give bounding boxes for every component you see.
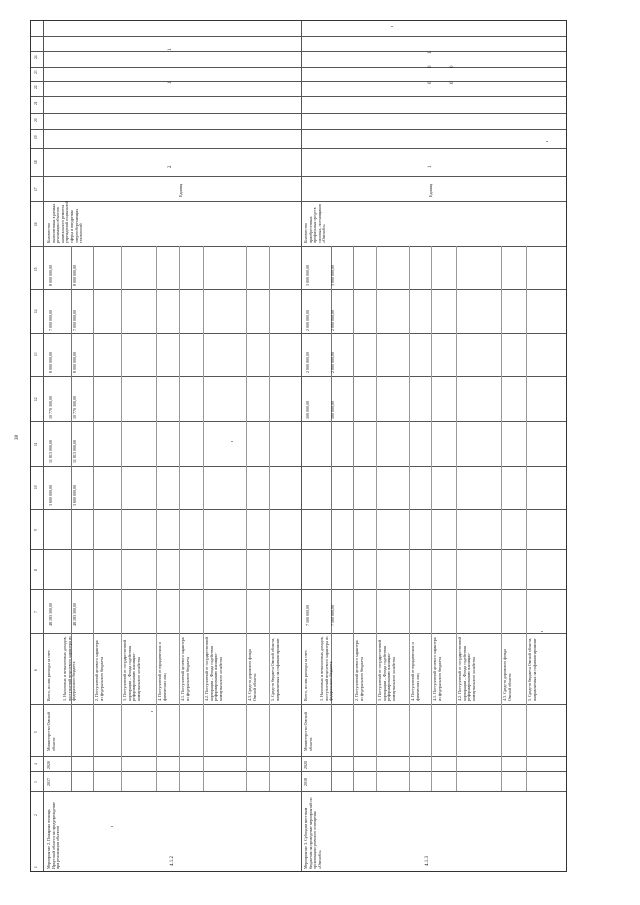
value-d: 0 — [450, 81, 455, 84]
source-item: 3. Поступлений от государственной корпорации – Фонда содействия реформированию жилищно-коммунального хозяйства — [122, 640, 141, 701]
col-num: 18 — [34, 160, 38, 164]
col-num: 8 — [34, 569, 38, 571]
value-c: 1 — [428, 51, 433, 54]
source-item: 4.3. Средств дорожного фонда Омской области — [502, 649, 512, 701]
page-number: 38 — [15, 435, 20, 440]
row-year-start: 2018 — [303, 778, 308, 786]
col-num: 14 — [34, 309, 38, 313]
header-strip-line — [43, 21, 44, 871]
y2020-sub-value: 2 000 000,00 — [330, 352, 335, 373]
y2018-value: 11 813 000,00 — [48, 440, 53, 463]
col-num: 21 — [34, 101, 38, 105]
col-num: 11 — [34, 442, 38, 446]
value-b: 1 — [168, 48, 173, 51]
indicator-text: Количество приобретенных профильных средств силовых, поставщиков «Омскобл» — [303, 204, 327, 243]
y2019-value: 10 770 300,00 — [48, 396, 53, 419]
y2021-value: 7 000 000,00 — [48, 310, 53, 331]
col-num: 16 — [34, 222, 38, 226]
y2022-sub-value: 3 000 000,00 — [330, 265, 335, 286]
y2020-value: 8 000 000,00 — [48, 352, 53, 373]
col-num: 20 — [34, 118, 38, 122]
source-item: 4.3. Средств дорожного фонда Омской области — [247, 649, 257, 701]
col-num: 2 — [34, 814, 38, 816]
value-total: 2 — [168, 165, 173, 168]
total-sub-value: 48 183 300,00 — [72, 603, 77, 626]
unit-text: Единиц — [178, 183, 183, 197]
indicator-text: Количество выполненных в рамках реализации объектов капитального ремонта учреждений социальной сферы и внедрения энергосберегающих технологий — [46, 201, 84, 243]
col-num: 4 — [34, 763, 38, 765]
y2019-value: 500 000,00 — [305, 401, 310, 419]
y2021-value: 2 000 000,00 — [305, 310, 310, 331]
row-index: 4.1.2 — [170, 856, 175, 866]
total-value: 7 500 000,00 — [305, 605, 310, 626]
source-item: Всего, из них расходы за счет: — [46, 649, 51, 701]
y2022-value: 8 000 000,00 — [48, 265, 53, 286]
col-num: 12 — [34, 397, 38, 401]
y2021-sub-value: 7 000 000,00 — [72, 310, 77, 331]
source-item: 5. Средств бюджета Омской области, направляемых на софинансирование — [270, 637, 280, 701]
source-item: 1. Налоговых и неналоговых доходов, поступлений нецелевого характера из федерального бюджета — [62, 636, 77, 701]
y2018-sub-value: 11 813 000,00 — [72, 440, 77, 463]
unit-text: Единиц — [428, 183, 433, 197]
col-num: 24 — [34, 55, 38, 59]
value-b: 0 — [428, 65, 433, 68]
col-num: 7 — [34, 611, 38, 613]
y2017-sub-value: 3 600 000,00 — [72, 485, 77, 506]
source-item: 4.2. Поступлений от государственной корпорации – Фонда содействия реформированию жилищно-коммунального хозяйства — [457, 637, 476, 701]
y2017-value: 3 600 000,00 — [48, 485, 53, 506]
col-num: 9 — [34, 529, 38, 531]
row-index: 4.1.3 — [425, 856, 430, 866]
y2022-value: 3 000 000,00 — [305, 265, 310, 286]
header-divider — [31, 36, 566, 37]
y2020-sub-value: 8 000 000,00 — [72, 352, 77, 373]
source-item: 2. Поступлений целевого характера из федерального бюджета — [354, 640, 364, 701]
source-item: 4.1. Поступлений целевого характера из федерального бюджета — [180, 637, 190, 701]
y2019-sub-value: 500 000,00 — [330, 401, 335, 419]
col-num: 23 — [34, 70, 38, 74]
col-num: 5 — [34, 731, 38, 733]
row-year-end: 2020 — [46, 761, 51, 769]
y2022-sub-value: 8 000 000,00 — [72, 265, 77, 286]
source-item: 5. Средств бюджета Омской области, направляемых на софинансирование — [527, 637, 537, 701]
total-sub-value: 7 500 000,00 — [330, 605, 335, 626]
row-executor: Министерство Омской области — [303, 712, 313, 751]
y2019-sub-value: 10 770 300,00 — [72, 396, 77, 419]
y2020-value: 2 000 000,00 — [305, 352, 310, 373]
value-a: 1 — [168, 81, 173, 84]
source-item: 4.2. Поступлений от государственной корпорации – Фонда содействия реформированию жилищно-коммунального хозяйства — [204, 637, 223, 701]
col-num: 17 — [34, 187, 38, 191]
table — [30, 20, 567, 872]
row-event: Мероприятие 2. Пожарная помощь Иркутской области на предупреждение при реализации объектов — [46, 802, 61, 869]
y2021-sub-value: 2 000 000,00 — [330, 310, 335, 331]
source-item: 2. Поступлений целевого характера из федерального бюджета — [94, 640, 104, 701]
value-e: 0 — [450, 65, 455, 68]
source-item: 3. Поступлений от государственной корпорации – Фонда содействия реформированию жилищно-коммунального хозяйства — [377, 640, 396, 701]
value-total: 1 — [428, 165, 433, 168]
source-item: Всего, из них расходы за счет: — [303, 649, 308, 701]
col-num: 1 — [34, 866, 38, 868]
row-year-start: 2017 — [46, 778, 51, 786]
col-num: 6 — [34, 669, 38, 671]
row-event: Мероприятие 3. Субсидии местным бюджетам на проведение мероприятий по организации уличного освещения «Омскобл» — [303, 797, 322, 869]
source-item: 4.1. Поступлений целевого характера из федерального бюджета — [432, 637, 442, 701]
col-num: 10 — [34, 485, 38, 489]
col-num: 19 — [34, 135, 38, 139]
col-num: 3 — [34, 781, 38, 783]
value-a: 0 — [428, 81, 433, 84]
col-num: 13 — [34, 352, 38, 356]
row-year-end: 2020 — [303, 761, 308, 769]
col-num: 15 — [34, 267, 38, 271]
source-item: 1. Налоговых и неналоговых доходов, поступлений нецелевого характера из федерального бюджета — [319, 636, 334, 701]
total-value: 48 183 300,00 — [48, 603, 53, 626]
source-item: 4. Поступлений от юридических и физических лиц — [410, 642, 420, 701]
source-item: 4. Поступлений от юридических и физических лиц — [157, 642, 167, 701]
col-num: 22 — [34, 85, 38, 89]
row-executor: Министерство Омской области — [46, 712, 56, 751]
